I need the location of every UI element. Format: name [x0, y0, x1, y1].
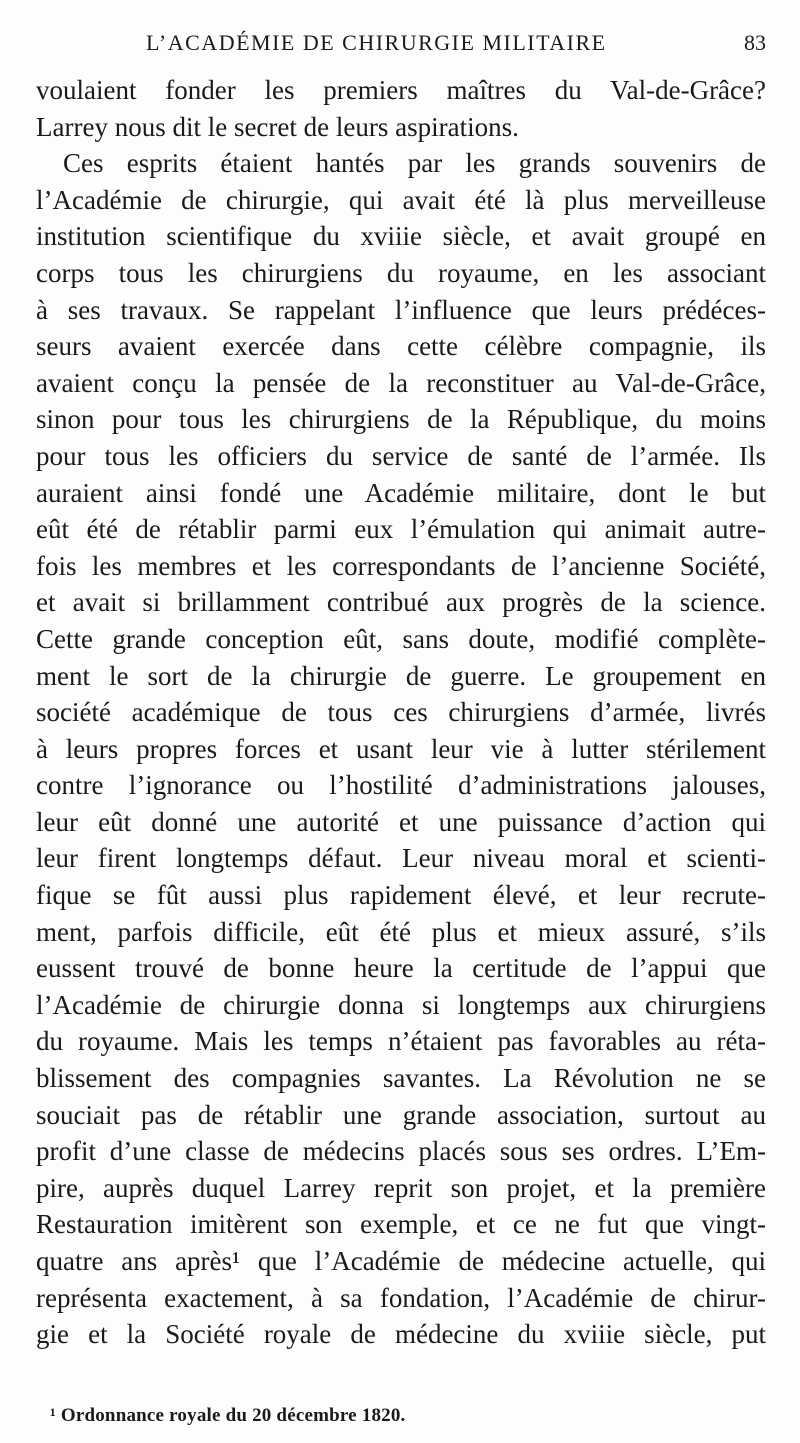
text-line: Cette grande conception eût, sans doute, modifié complète-: [36, 623, 766, 654]
text-line: Larrey nous dit le secret de leurs aspirations.: [36, 111, 519, 142]
text-line: institution scientifique du xviiie siècle, et avait groupé en: [36, 221, 766, 252]
text-line: fois les membres et les correspondants de l’ancienne Société,: [36, 550, 766, 581]
text-line: société académique de tous ces chirurgiens d’armée, livrés: [36, 697, 766, 728]
text-line: voulaient fonder les premiers maîtres du Val-de-Grâce?: [36, 75, 766, 105]
text-line: corps tous les chirurgiens du royaume, en les associant: [36, 257, 766, 288]
text-line: leur eût donné une autorité et une puissance d’action qui: [36, 806, 766, 837]
footnote: ¹ Ordonnance royale du 20 décembre 1820.: [50, 1405, 406, 1426]
text-line: à leurs propres forces et usant leur vie à lutter stérilement: [36, 733, 766, 764]
text-line: contre l’ignorance ou l’hostilité d’administrations jalouses,: [36, 770, 766, 801]
text-line: blissement des compagnies savantes. La Révolution ne se: [36, 1063, 766, 1094]
text-line: Ces esprits étaient hantés par les grands souvenirs de: [63, 148, 766, 179]
text-line: représenta exactement, à sa fondation, l’Académie de chirur-: [36, 1282, 766, 1313]
body-text: [36, 72, 766, 1353]
text-line: sinon pour tous les chirurgiens de la République, du moins: [36, 404, 766, 435]
footnote-area: [36, 1405, 766, 1427]
text-line: eût été de rétablir parmi eux l’émulation qui animait autre-: [36, 514, 766, 545]
text-line: profit d’une classe de médecins placés sous ses ordres. L’Em-: [36, 1136, 766, 1167]
text-line: ment, parfois difficile, eût été plus et mieux assuré, s’ils: [36, 916, 766, 947]
page-number: 83: [744, 30, 766, 55]
text-line: quatre ans après¹ que l’Académie de médecine actuelle, qui: [36, 1246, 766, 1276]
text-line: souciait pas de rétablir une grande association, surtout au: [36, 1099, 766, 1130]
text-line: l’Académie de chirurgie, qui avait été là plus merveilleuse: [36, 184, 766, 215]
text-line: seurs avaient exercée dans cette célèbre compagnie, ils: [36, 331, 766, 362]
text-line: eussent trouvé de bonne heure la certitude de l’appui que: [36, 953, 766, 984]
text-line: auraient ainsi fondé une Académie militaire, dont le but: [36, 477, 766, 508]
text-line: pour tous les officiers du service de santé de l’armée. Ils: [36, 440, 766, 471]
text-line: l’Académie de chirurgie donna si longtemps aux chirurgiens: [36, 989, 766, 1020]
text-line: pire, auprès duquel Larrey reprit son projet, et la première: [36, 1172, 766, 1203]
text-line: à ses travaux. Se rappelant l’influence que leurs prédéces-: [36, 294, 766, 325]
text-line: Restauration imitèrent son exemple, et ce ne fut que vingt-: [36, 1209, 766, 1240]
text-line: leur firent longtemps défaut. Leur niveau moral et scienti-: [36, 843, 766, 874]
text-line: et avait si brillamment contribué aux progrès de la science.: [36, 587, 766, 618]
page-header: [36, 24, 766, 64]
text-line: avaient conçu la pensée de la reconstituer au Val-de-Grâce,: [36, 367, 766, 398]
text-line: gie et la Société royale de médecine du xviiie siècle, put: [36, 1319, 766, 1350]
running-head: L’ACADÉMIE DE CHIRURGIE MILITAIRE: [146, 30, 607, 55]
text-line: ment le sort de la chirurgie de guerre. Le groupement en: [36, 660, 766, 691]
text-line: fique se fût aussi plus rapidement élevé, et leur recrute-: [36, 880, 766, 911]
text-line: du royaume. Mais les temps n’étaient pas favorables au réta-: [36, 1026, 766, 1057]
